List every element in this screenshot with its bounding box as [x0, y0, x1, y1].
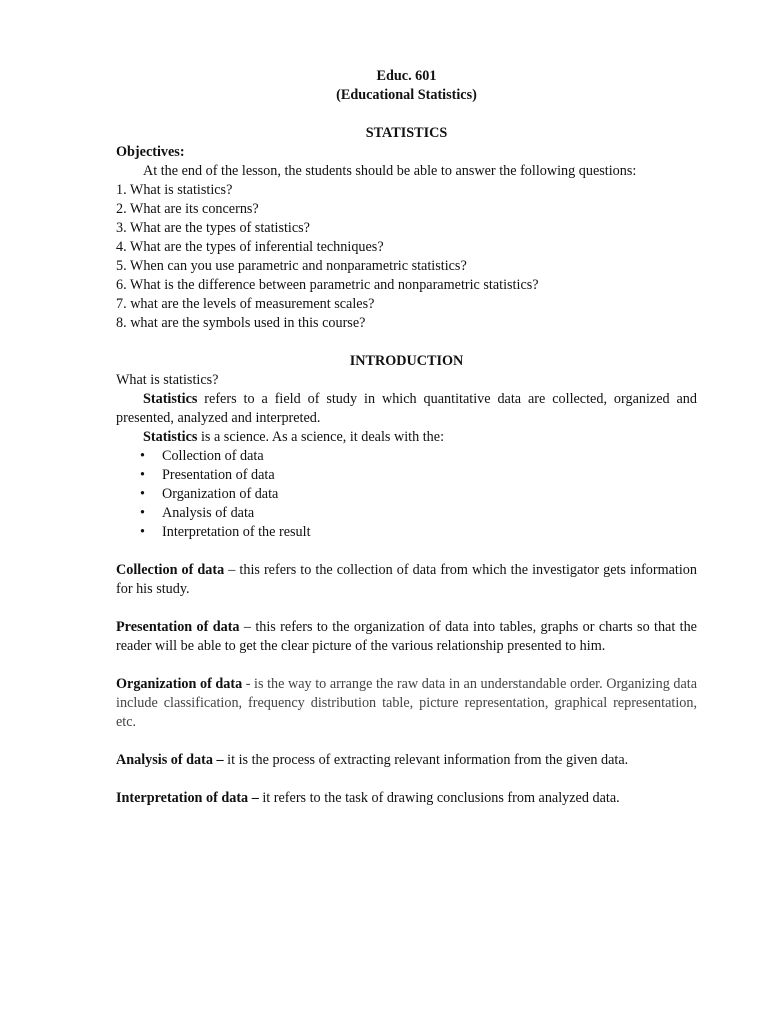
objective-item: 4. What are the types of inferential techniques? [116, 239, 384, 255]
definition-collection [116, 561, 697, 599]
introduction-question: What is statistics? [116, 372, 219, 388]
list-item: • Interpretation of the result [140, 524, 311, 540]
bullet-icon: • [140, 505, 145, 521]
objectives-intro: At the end of the lesson, the students should be able to answer the following questions: [143, 163, 637, 179]
functions-list [116, 447, 697, 542]
definition-term: Statistics [143, 429, 198, 445]
definition-analysis [116, 751, 697, 770]
objective-item: 7. what are the levels of measurement scales? [116, 296, 375, 312]
definition-presentation [116, 618, 697, 656]
objective-item: 2. What are its concerns? [116, 201, 259, 217]
objective-item: 1. What is statistics? [116, 182, 233, 198]
definition-text: – this refers to the collection of data from which the investigator gets information for his study. [116, 562, 697, 597]
bullet-icon: • [140, 524, 145, 540]
objective-item: 6. What is the difference between parametric and nonparametric statistics? [116, 277, 539, 293]
course-code: Educ. 601 [376, 68, 437, 84]
list-item: • Presentation of data [140, 467, 275, 483]
topic-title: STATISTICS [365, 125, 448, 141]
definition-text: – this refers to the organization of data into tables, graphs or charts so that the reader will be able to get the clear picture of the various relationship presented to him. [116, 619, 697, 654]
objectives-list [116, 181, 697, 333]
definition-text: refers to a field of study in which quantitative data are collected, organized and presented, analyzed and interpreted. [116, 391, 697, 426]
statistics-science [116, 428, 697, 447]
definition-text: is a science. As a science, it deals with the: [197, 429, 445, 445]
bullet-icon: • [140, 467, 145, 483]
course-name: (Educational Statistics) [336, 87, 477, 103]
objectives-heading: Objectives: [116, 144, 185, 160]
introduction-heading: INTRODUCTION [349, 353, 464, 369]
definition-text: it refers to the task of drawing conclusions from analyzed data. [258, 790, 620, 806]
definition-term: Analysis of data – [116, 752, 224, 768]
definition-text: - is the way to arrange the raw data in an understandable order. Organizing data include classification, frequency distribution table, picture representation, graphical representation, etc. [116, 676, 697, 730]
definition-term: Collection of data [116, 562, 225, 578]
bullet-icon: • [140, 486, 145, 502]
bullet-icon: • [140, 448, 145, 464]
list-item: • Organization of data [140, 486, 279, 502]
objective-item: 3. What are the types of statistics? [116, 220, 310, 236]
list-item: • Analysis of data [140, 505, 255, 521]
objective-item: 8. what are the symbols used in this course? [116, 315, 366, 331]
objective-item: 5. When can you use parametric and nonparametric statistics? [116, 258, 467, 274]
definition-text: it is the process of extracting relevant information from the given data. [223, 752, 629, 768]
definition-term: Statistics [143, 391, 198, 407]
definition-term: Interpretation of data – [116, 790, 259, 806]
definition-term: Organization of data [116, 676, 243, 692]
definition-term: Presentation of data [116, 619, 240, 635]
definition-interpretation [116, 789, 697, 808]
list-item: • Collection of data [140, 448, 264, 464]
definition-organization [116, 675, 697, 732]
statistics-definition [116, 390, 697, 428]
